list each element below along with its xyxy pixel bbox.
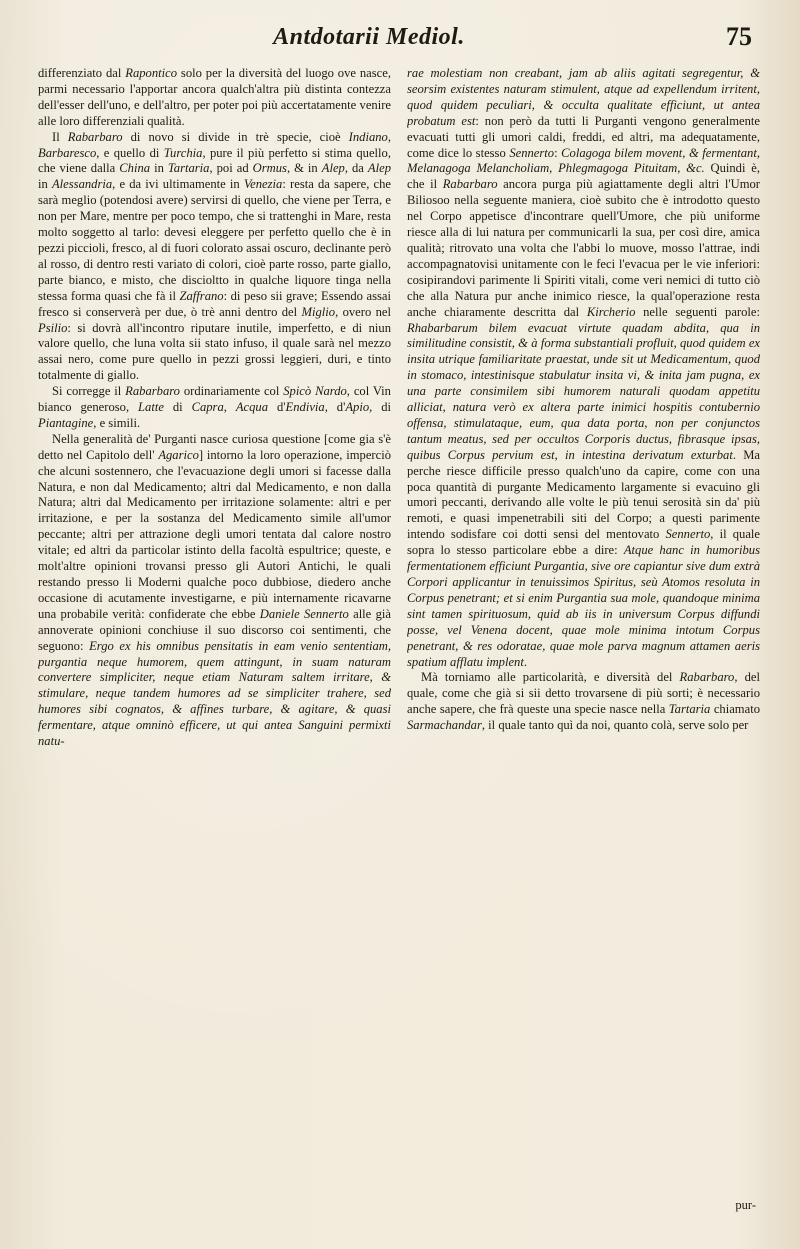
italic-text: Daniele Sennerto [259, 606, 349, 621]
italic-text: Endivia [285, 400, 325, 415]
text-run: : non però da tutti li Purganti vengono generalmente evacuati tutti gli umori caldi, freddi, ed altri, ma adequatamente, come dice lo stesso [407, 113, 760, 160]
text-run: ordinariamente col [179, 384, 284, 399]
text-run: , [223, 400, 236, 415]
italic-text: Sennerto [665, 527, 711, 542]
paragraph [38, 384, 391, 432]
text-run: Quindi è, che il [407, 161, 760, 192]
text-run: alle già annoverate opinioni conchiuse il suo discorso coi sentimenti, che seguono: [38, 606, 391, 653]
italic-text: Latte [138, 400, 164, 415]
text-run: , overo nel [335, 304, 391, 319]
paragraph [38, 66, 391, 130]
italic-text: Psilio [38, 320, 68, 335]
italic-text: Colagoga bilem movent, & fermentant, Melanagoga Melancholiam, Phlegmagoga Pituitam, &c. [407, 145, 760, 176]
text-run: Si corregge il [52, 384, 126, 399]
text-run: , d' [324, 400, 346, 415]
italic-text: Rabarbaro [125, 384, 180, 399]
text-run: , pure il più perfetto si stima quello, che viene dalla [38, 145, 391, 176]
italic-text: Alep [367, 161, 391, 176]
text-run: in [38, 177, 52, 192]
italic-text: Ergo ex his omnibus pensitatis in eam venio sententiam, purgantia neque humorem, quem attingunt, in suam naturam convertere simpliciter, neque etiam Naturam saltem irritare, & stimulare, neque tandem humores ad se simpliciter trahere, sed humores sibi cognatos, & affines turbare, & agitare, & quasi fermentare, atque omninò efficere, ut qui antea Sanguini permixti natu- [38, 638, 391, 749]
italic-text: Apio [345, 400, 370, 415]
text-run: differenziato dal [38, 66, 126, 80]
text-run: , il quale sopra lo stesso particolare ebbe a dire: [407, 527, 760, 558]
text-run: : [554, 145, 562, 160]
paragraph [407, 66, 760, 670]
text-run: solo per la diversità del luogo ove nasce, parmi necessario l'apportar ancora qualch'altra più distinta contezza dell'esser dell'uno, e dell'altro, per poter poi più accertatamente venire alle loro differenziali qualità. [38, 66, 391, 128]
italic-text: Alep [321, 161, 345, 176]
italic-text: Rabarbaro [67, 129, 123, 144]
text-run: Nella generalità de' Purganti nasce curiosa questione [come gia s'è detto nel Capitolo dell' [38, 431, 391, 462]
italic-text: Rhabarbarum bilem evacuat virtute quadam abdita, qua in similitudine consistit, & à forma substantiali profluit, quod quidem ex insita utrique familiaritate praestat, unde sit ut Medicamentum, quod in stomaco, intestinisque stabulatur insita vi, & inita jam pugna, ex una parte consimilem sibi humorem naturali quodam appetitu alliciat, natura verò ex altera parte inimici hospitis contubernio offensa, stimulataque, eum, qua data porta, non per conjunctos tantum meatus, sed per occultos Corporis ductus, fibrasque ipsas, quibus Corpus pervium est, in intestina derivatum exturbat [407, 320, 760, 462]
text-run: Mà torniamo alle particolarità, e diversità del [421, 670, 680, 685]
left-column [38, 66, 391, 1226]
text-run: . Ma perche riesce difficile presso qualch'uno da capire, come con una poca quantità di purgante Medicamento largamente si evacuino gli umori peccanti, derivando alle volte le più tenui serosità sin da' più remoti, e quasi impenetrabili siti del Corpo; a questi parimente intendo sodisfare coi dotti sensi del mentovato [407, 447, 760, 542]
running-head: Antdotarii Mediol. [273, 24, 465, 50]
text-run: Il [52, 129, 68, 144]
text-run: nelle seguenti parole: [635, 304, 760, 319]
paragraph [38, 432, 391, 750]
text-run: , da [344, 161, 368, 176]
text-run: ancora purga più agiattamente degli altri l'Umor Biliosoo nella seguente maniera, cioè subito che è introdotto questo nel Corpo appetisce d'incontrare quell'Umore, che più uniforme riesce alla di lui natura per communicarli la sua, per così dire, amica qualità; ritrovato una volta che l'abbi lo muove, mosso l'attrae, indi accompagnatovisi unitamente con le feci l'evacua per le vie inferiori: cosipirandovi parimente li Spiriti vitali, come veri nemici di tutto ciò che alla Natura pur anche inimico riesce, la qual'operazione resta anche chiaramente descritta dal [407, 177, 760, 319]
text-run: , e simili. [93, 415, 141, 430]
text-run: , e da ivi ultimamente in [112, 177, 244, 192]
italic-text: Acqua [235, 400, 269, 415]
italic-text: Indiano [348, 129, 388, 144]
text-run: chiamato [710, 702, 760, 717]
catchword: pur- [735, 1198, 756, 1212]
italic-text: Rapontico [125, 66, 178, 80]
text-run: in [150, 161, 168, 176]
italic-text: Rabarbaro [442, 177, 498, 192]
text-run: , e quello di [96, 145, 164, 160]
text-run: : resta da sapere, che sarà meglio (potendosi avere) servirsi di quello, che viene per Terra, e non per Mare, mentre per poco tempo, che si trattenghi in Mare, resta molto soggetto al tarlo: devesi eleggere per perfetto quello che è in pezzi piccioli, fresco, al di fuori colorato assai oscuro, declinante però al rosso, di dentro resti variato di colori, cioè parte rosso, parte giallo, parte bianco, e misto, che discioltto in qualche liquore tinga nella stessa forma quasi che fà il [38, 177, 391, 303]
italic-text: Rabarbaro [679, 670, 735, 685]
italic-text: Sarmachandar [407, 718, 482, 733]
text-run: ] intorno la loro operazione, imperciò che alcuni sostennero, che l'evacuazione degli umori si facesse dalla Natura, e non dal Medicamento; altri dal Medicamento, e non dalla Natura; altri dal Medicamento per irritazione solamente: altri e per irritazione, e per la sostanza del Medicamento simile all'umor peccante; altri per attrazione degli umori tentata dal calore nostro vitale; ed altri da particolar istinto della facoltà espultrice; queste, e molt'altre opinioni trovansi presso gli Autori Antichi, le quali restando presso li Moderni qualche poco dubbiose, diedero anche occasione di acutamente investigarne, e più internamente ricavarne una probabile verità: confiderate che ebbe [38, 447, 391, 621]
italic-text: Sennerto [509, 145, 555, 160]
italic-text: Miglio [301, 304, 336, 319]
text-columns [38, 66, 760, 1226]
page-number: 75 [726, 22, 752, 51]
italic-text: Alessandria [51, 177, 113, 192]
text-run: : di peso sii grave; Essendo assai fresco si conserverà per due, ò trè anni dentro del [38, 288, 391, 319]
text-run: , col Vin bianco generoso, [38, 384, 391, 415]
text-run: , di [369, 400, 391, 415]
page-header [38, 18, 760, 66]
italic-text: Venezia [243, 177, 283, 192]
text-run: , [387, 129, 391, 144]
italic-text: Kircherio [586, 304, 636, 319]
italic-text: China [119, 161, 151, 176]
italic-text: Ormus [252, 161, 287, 176]
italic-text: Tartaria [668, 702, 711, 717]
text-run: : si dovrà all'incontro riputare inutile, imperfetto, e di niun valore quello, che luna volta sii stato infuso, il quale sarà nel mezzo assai nero, come pure quello in pezzi grossi leggieri, duri, e tinto totalmente di giallo. [38, 320, 391, 383]
paragraph [407, 670, 760, 734]
text-run: di [163, 400, 192, 415]
italic-text: Tartaria [167, 161, 210, 176]
italic-text: Spicò Nardo [283, 384, 347, 399]
text-run: d' [268, 400, 286, 415]
italic-text: Barbaresco [38, 145, 97, 160]
italic-text: Zaffrano [179, 288, 224, 303]
italic-text: rae molestiam non creabant, jam ab aliis agitati segregentur, & seorsim existentes naturam stimulent, atque ad expellendum irritent, quod quidem peculiari, & occulta qualitate efficiunt, ut antea probatum est [407, 66, 760, 128]
text-run: di novo si divide in trè specie, cioè [122, 129, 349, 144]
italic-text: Piantagine [38, 415, 94, 430]
text-run: . [523, 654, 527, 669]
paragraph [38, 130, 391, 385]
italic-text: Agarico [158, 447, 199, 462]
text-run: , del quale, come che già si sii detto trovarsene di più sorti; è necessario anche sapere, che frà queste una specie nasce nella [407, 670, 760, 717]
text-run: , poi ad [209, 161, 253, 176]
text-run: , il quale tanto quì da noi, quanto colà, serve solo per [481, 718, 749, 733]
right-column [407, 66, 760, 1226]
italic-text: Capra [191, 400, 224, 415]
italic-text: Turchia [163, 145, 203, 160]
text-run: , & in [286, 161, 322, 176]
italic-text: Atque hanc in humoribus fermentationem efficiunt Purgantia, sive ore capiantur sive dum extrà Corpori applicantur in tenuissimos Spiritus, seù Atomos resoluta in Corpus penetrant; et si enim Purgantia sua mole, quandoque minima sint tamen spirituosum, quid ab iis in universum Corpus diffundi posse, vel Venena docent, quae mole minima intotum Corpus penetrant, & res odoratae, quae mole parva magnum attamen aeris spatium afflatu implent [407, 543, 760, 669]
